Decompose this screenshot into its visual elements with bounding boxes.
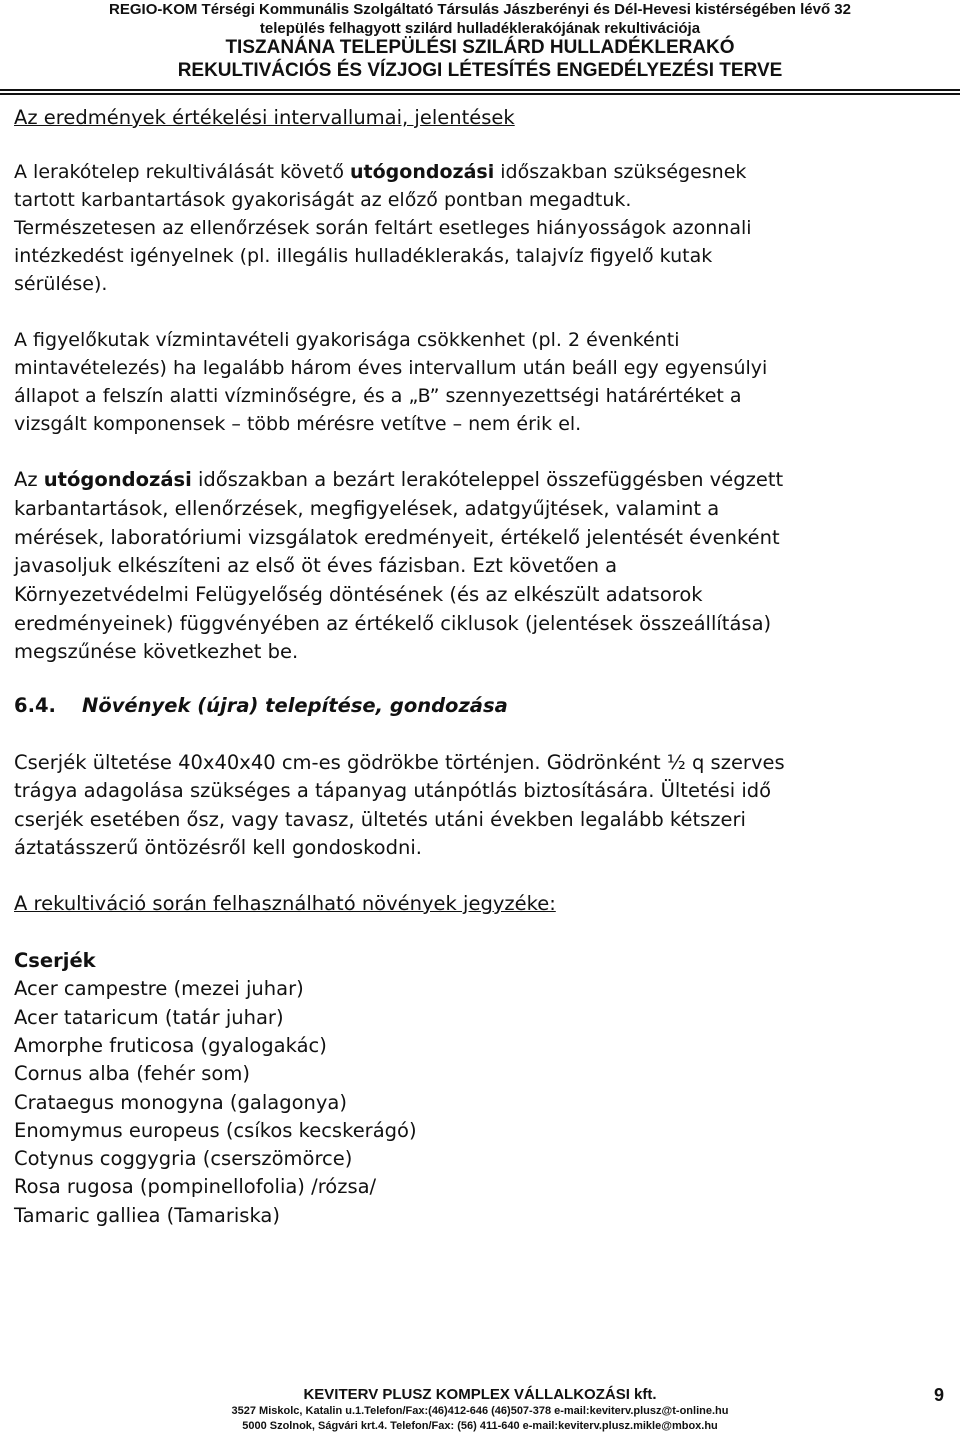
- shrub-item: Rosa rugosa (pompinellofolia) /rózsa/: [14, 1175, 377, 1198]
- shrub-item: Cornus alba (fehér som): [14, 1062, 250, 1085]
- paragraph-4-line: cserjék esetében ősz, vagy tavasz, ültetés utáni években legalább kétszeri: [14, 808, 746, 831]
- paragraph-3-line: eredményeinek) függvényében az értékelő ciklusok (jelentések összeállítása): [14, 612, 772, 635]
- paragraph-2-line: vizsgált komponensek – több mérésre vetítve – nem érik el.: [14, 413, 582, 435]
- paragraph-1-line: intézkedést igényelnek (pl. illegális hulladéklerakás, talajvíz figyelő kutak: [14, 245, 713, 267]
- shrub-item: Amorphe fruticosa (gyalogakác): [14, 1034, 327, 1057]
- section-title: Növények (újra) telepítése, gondozása: [82, 694, 508, 717]
- shrub-item: Cotynus coggygria (cserszömörce): [14, 1147, 353, 1170]
- paragraph-2-line: mintavételezés) ha legalább három éves intervallum után beáll egy egyensúlyi: [14, 357, 768, 379]
- shrub-item: Tamaric galliea (Tamariska): [14, 1204, 280, 1227]
- paragraph-1-line: tartott karbantartások gyakoriságát az előző pontban megadtuk.: [14, 189, 632, 211]
- paragraph-4-line: trágya adagolása szükséges a tápanyag utánpótlás biztosítására. Ültetési idő: [14, 779, 772, 802]
- paragraph-2-line: A figyelőkutak vízmintavételi gyakorisága csökkenhet (pl. 2 évenkénti: [14, 329, 680, 351]
- paragraph-3-line: javasoljuk elkészíteni az első öt éves fázisban. Ezt követően a: [14, 554, 618, 577]
- paragraph-3-line: karbantartások, ellenőrzések, megfigyelések, adatgyűjtések, valamint a: [14, 497, 720, 520]
- paragraph-1-line: sérülése).: [14, 273, 108, 295]
- paragraph-4-line: Cserjék ültetése 40x40x40 cm-es gödrökbe történjen. Gödrönként ½ q szerves: [14, 751, 785, 774]
- paragraph-3-line: Környezetvédelmi Felügyelőség döntésének (és az elkészült adatsorok: [14, 583, 703, 606]
- footer-company: KEVITERV PLUSZ KOMPLEX VÁLLALKOZÁSI kft.: [303, 1386, 657, 1403]
- header-subtitle: REKULTIVÁCIÓS ÉS VÍZJOGI LÉTESÍTÉS ENGEDÉLYEZÉSI TERVE: [177, 60, 783, 81]
- header-line-2: település felhagyott szilárd hulladéklerakójának rekultivációja: [259, 20, 701, 37]
- shrub-item: Crataegus monogyna (galagonya): [14, 1091, 347, 1114]
- shrub-item: Acer campestre (mezei juhar): [14, 977, 304, 1000]
- header-rule-bottom: [0, 93, 960, 95]
- paragraph-3-line: Az utógondozási időszakban a bezárt lerakóteleppel összefüggésben végzett: [14, 468, 784, 491]
- paragraph-3-line: megszűnése következhet be.: [14, 640, 299, 663]
- footer-address-szolnok: 5000 Szolnok, Ságvári krt.4. Telefon/Fax: (56) 411-640 e-mail:keviterv.plusz.mikle@mbox.hu: [242, 1420, 718, 1432]
- header-rule-top: [0, 89, 960, 91]
- shrubs-heading: Cserjék: [14, 949, 96, 972]
- paragraph-4-line: áztatásszerű öntözésről kell gondoskodni.: [14, 836, 422, 859]
- paragraph-1-line: Természetesen az ellenőrzések során feltárt esetleges hiányosságok azonnali: [14, 217, 752, 239]
- shrub-item: Acer tataricum (tatár juhar): [14, 1006, 284, 1029]
- shrub-item: Enomymus europeus (csíkos kecskerágó): [14, 1119, 417, 1142]
- paragraph-1-line: A lerakótelep rekultiválását követő utógondozási időszakban szükségesnek: [14, 161, 747, 183]
- section-number: 6.4.: [14, 694, 56, 717]
- emphasis-utogondozasi: utógondozási: [350, 161, 495, 183]
- header-line-1: REGIO-KOM Térségi Kommunális Szolgáltató Társulás Jászberényi és Dél-Hevesi kistérségében lévő 32: [109, 1, 851, 18]
- plants-list-heading: A rekultiváció során felhasználható növények jegyzéke:: [14, 892, 556, 915]
- emphasis-utogondozasi: utógondozási: [43, 468, 192, 491]
- paragraph-2-line: állapot a felszín alatti vízminőségre, és a „B” szennyezettségi határértéket a: [14, 385, 742, 407]
- paragraph-3-line: mérések, laboratóriumi vizsgálatok eredményeit, értékelő jelentését évenként: [14, 526, 780, 549]
- page-number: 9: [934, 1385, 945, 1405]
- evaluation-heading: Az eredmények értékelési intervallumai, jelentések: [14, 106, 515, 129]
- header-title: TISZANÁNA TELEPÜLÉSI SZILÁRD HULLADÉKLERAKÓ: [225, 37, 735, 58]
- footer-address-miskolc: 3527 Miskolc, Katalin u.1.Telefon/Fax:(46)412-646 (46)507-378 e-mail:keviterv.plusz@t-online.hu: [231, 1405, 729, 1417]
